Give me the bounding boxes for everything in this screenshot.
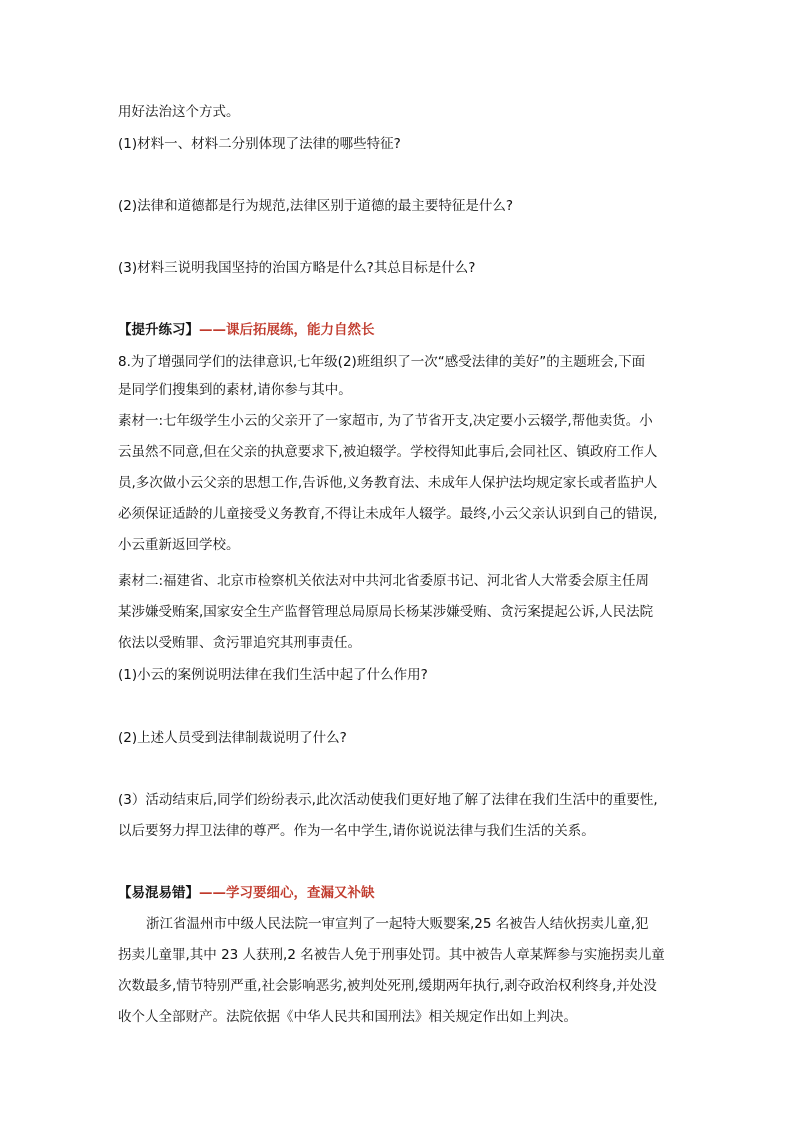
paragraph-line: 收个人全部财产。法院依据《中华人民共和国刑法》相关规定作出如上判决。 [118,1009,577,1025]
q8-subquestion-3: 以后要努力捍卫法律的尊严。作为一名中学生,请你说说法律与我们生活的关系。 [118,823,595,839]
question-2: (2)法律和道德都是行为规范,法律区别于道德的最主要特征是什么? [118,198,514,214]
q8-subquestion-3: (3）活动结束后,同学们纷纷表示,此次活动使我们更好地了解了法律在我们生活中的重要性, [118,792,658,808]
question-1: (1)材料一、材料二分别体现了法律的哪些特征? [118,136,401,152]
section-label: 【易混易错】 [118,885,199,901]
q8-line: 是同学们搜集到的素材,请你参与其中。 [118,382,352,398]
paragraph-line: 次数最多,情节特别严重,社会影响恶劣,被判处死刑,缓期两年执行,剥夺政治权利终身,并处没 [118,978,657,994]
section-label: 【提升练习】 [118,322,199,338]
material-2-line: 某涉嫌受贿案,国家安全生产监督管理总局原局长杨某涉嫌受贿、贪污案提起公诉,人民法院 [118,604,654,620]
paragraph-line: 拐卖儿童罪,其中 23 人获刑,2 名被告人免于刑事处罚。其中被告人章某辉参与实施拐卖儿童 [118,947,665,963]
q8-subquestion-2: (2)上述人员受到法律制裁说明了什么? [118,730,347,746]
material-1-line: 必须保证适龄的儿童接受义务教育,不得让未成年人辍学。最终,小云父亲认识到自己的错误, [118,506,658,522]
material-1-line: 小云重新返回学校。 [118,537,240,553]
q8-subquestion-1: (1)小云的案例说明法律在我们生活中起了什么作用? [118,667,428,683]
q8-line: 8.为了增强同学们的法律意识,七年级(2)班组织了一次“感受法律的美好”的主题班会,下面 [118,354,646,370]
material-1-line: 员,多次做小云父亲的思想工作,告诉他,义务教育法、未成年人保护法均规定家长或者监护人 [118,475,658,491]
material-1-line: 素材一:七年级学生小云的父亲开了一家超市, 为了节省开支,决定要小云辍学,帮他卖货。小 [118,413,653,429]
paragraph-line: 浙江省温州市中级人民法院一审宣判了一起特大贩婴案,25 名被告人结伙拐卖儿童,犯 [146,916,649,932]
material-2-line: 依法以受贿罪、贪污罪追究其刑事责任。 [118,635,361,651]
material-1-line: 云虽然不同意,但在父亲的执意要求下,被迫辍学。学校得知此事后,会同社区、镇政府工作人 [118,444,658,460]
section-heading-practice [118,320,678,340]
text-line: 用好法治这个方式。 [118,104,240,120]
section-heading-mistakes [118,883,678,903]
question-3: (3)材料三说明我国坚持的治国方略是什么?其总目标是什么? [118,260,476,276]
material-2-line: 素材二:福建省、北京市检察机关依法对中共河北省委原书记、河北省人大常委会原主任周 [118,573,650,589]
section-subtitle: ——课后拓展练，能力自然长 [199,322,375,338]
section-subtitle: ——学习要细心，查漏又补缺 [199,885,375,901]
